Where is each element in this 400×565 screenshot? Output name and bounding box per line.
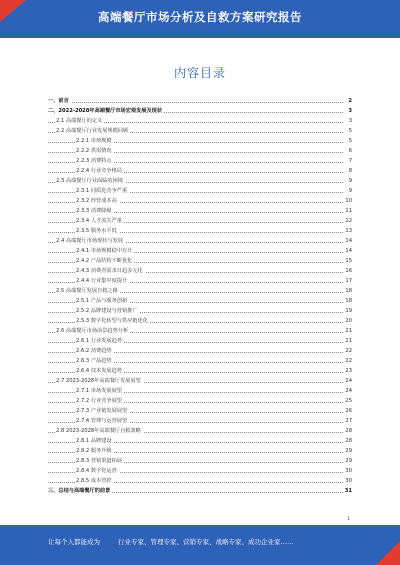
- toc-entry-page: 3: [343, 106, 352, 116]
- toc-entry[interactable]: [48, 296, 352, 306]
- toc-entry-page: 21: [343, 326, 352, 336]
- toc-entry[interactable]: [48, 446, 352, 456]
- toc-entry[interactable]: [48, 146, 352, 156]
- toc-entry-title: 2.2.2 供需情况: [76, 148, 112, 154]
- toc-entry-title: 2.5.3 数字化转型与供应链优化: [76, 318, 148, 324]
- toc-entry-page: 28: [343, 436, 352, 446]
- toc-entry-title: 2.8.1 品牌建设: [76, 438, 112, 444]
- toc-entry[interactable]: [48, 106, 352, 116]
- toc-entry[interactable]: [48, 186, 352, 196]
- toc-entry-title: 2.7.3 产业链发展展望: [76, 408, 128, 414]
- toc-entry-page: 8: [343, 166, 352, 176]
- toc-entry[interactable]: [48, 366, 352, 376]
- toc-entry-page: 28: [343, 426, 352, 436]
- toc-entry-title: 2.5.2 品牌建设与营销推广: [76, 308, 138, 314]
- toc-entry-title: 2.8.5 成本管控: [76, 478, 112, 484]
- toc-entry[interactable]: [48, 386, 352, 396]
- footer-bar: [0, 525, 400, 565]
- toc-entry-title: 2.4.2 产品结构不断优化: [76, 258, 133, 264]
- toc-entry-title: 2.4.3 消费者需求日趋多元化: [76, 268, 143, 274]
- toc-entry-title: 2.6.1 行业发展趋势: [76, 338, 122, 344]
- toc-entry[interactable]: [48, 196, 352, 206]
- toc-entry[interactable]: [48, 176, 352, 186]
- toc-entry[interactable]: [48, 126, 352, 136]
- toc-entry-page: 5: [343, 136, 352, 146]
- toc-entry-title: 2.2.1 市场规模: [76, 138, 112, 144]
- toc-entry-page: 7: [343, 156, 352, 166]
- toc-entry[interactable]: [48, 166, 352, 176]
- toc-entry[interactable]: [48, 316, 352, 326]
- toc-entry-title: 2.8 2023-2028年高端餐厅自救策略: [56, 428, 141, 434]
- toc-entry[interactable]: [48, 376, 352, 386]
- toc-entry-title: 2.3.4 人才流失严重: [76, 218, 122, 224]
- toc-entry-page: 30: [343, 476, 352, 486]
- toc-entry[interactable]: [48, 476, 352, 486]
- toc-entry[interactable]: [48, 96, 352, 106]
- toc-entry-title: 2.6.3 产品趋势: [76, 358, 112, 364]
- toc-entry[interactable]: [48, 416, 352, 426]
- toc-entry-page: 15: [343, 256, 352, 266]
- toc-entry-page: 2: [343, 96, 352, 106]
- report-title: 高端餐厅市场分析及自救方案研究报告: [98, 10, 302, 24]
- toc-entry[interactable]: [48, 426, 352, 436]
- toc-entry-page: 5: [343, 126, 352, 136]
- toc-entry-title: 2.6.2 消费趋势: [76, 348, 112, 354]
- toc-dot-leader: [48, 102, 343, 103]
- toc-entry-title: 2.3.1 同质化竞争严重: [76, 188, 128, 194]
- toc-entry-page: 24: [343, 376, 352, 386]
- toc-entry-page: 30: [343, 466, 352, 476]
- toc-entry[interactable]: [48, 486, 352, 496]
- toc-entry-title: 2.4.4 行业集中度提升: [76, 278, 128, 284]
- toc-heading: 内容目录: [173, 66, 226, 80]
- toc-entry[interactable]: [48, 256, 352, 266]
- toc-entry-title: 2.4.1 市场规模稳中有升: [76, 248, 133, 254]
- toc-entry-title: 三、总结与高端餐厅的前景: [48, 488, 111, 494]
- toc-entry-page: 17: [343, 276, 352, 286]
- toc-entry-title: 2.7.2 行业竞争展望: [76, 398, 122, 404]
- toc-entry-page: 18: [343, 296, 352, 306]
- toc-entry[interactable]: [48, 466, 352, 476]
- toc-entry[interactable]: [48, 326, 352, 336]
- toc-entry-title: 2.5.1 产品与服务创新: [76, 298, 128, 304]
- toc-entry-page: 25: [343, 396, 352, 406]
- toc-entry-page: 14: [343, 236, 352, 246]
- footer-corner-accent: [376, 541, 400, 565]
- toc-entry-page: 27: [343, 416, 352, 426]
- header-bar: [0, 0, 400, 38]
- footer-tagline: 行业专家、管理专家、营销专家、战略专家、成功企业家……: [118, 538, 294, 546]
- toc-entry-title: 2.7.1 市场发展展望: [76, 388, 122, 394]
- toc-entry-page: 18: [343, 286, 352, 296]
- toc-entry[interactable]: [48, 206, 352, 216]
- toc-entry[interactable]: [48, 276, 352, 286]
- toc-entry[interactable]: [48, 236, 352, 246]
- toc-entry[interactable]: [48, 456, 352, 466]
- toc-entry[interactable]: [48, 396, 352, 406]
- toc-entry[interactable]: [48, 406, 352, 416]
- toc-entry[interactable]: [48, 226, 352, 236]
- toc-entry-page: 10: [343, 196, 352, 206]
- toc-entry-page: 11: [343, 206, 352, 216]
- toc-entry-page: 12: [343, 216, 352, 226]
- toc-entry-page: 16: [343, 266, 352, 276]
- toc-entry[interactable]: [48, 346, 352, 356]
- toc-entry[interactable]: [48, 216, 352, 226]
- toc-entry[interactable]: [48, 286, 352, 296]
- toc-entry-title: 2.8.4 数字化运营: [76, 468, 117, 474]
- toc-entry-title: 2.5 高端餐厅发展自救之路: [56, 288, 118, 294]
- toc-entry-page: 24: [343, 386, 352, 396]
- toc-entry-title: 2.7 2023-2028年高端餐厅发展展望: [56, 378, 141, 384]
- toc-entry-title: 2.3.2 经营成本高: [76, 198, 117, 204]
- toc-entry-page: 20: [343, 316, 352, 326]
- toc-entry-title: 2.3.5 服务水平低: [76, 228, 117, 234]
- toc-entry-title: 2.2.4 行业竞争格局: [76, 168, 122, 174]
- toc-entry-page: 3: [343, 116, 352, 126]
- toc-entry-title: 二、2022-2028年高端餐厅市场宏观发展及现状: [48, 108, 163, 114]
- toc-entry[interactable]: [48, 266, 352, 276]
- toc-entry-title: 2.2.3 消费特点: [76, 158, 112, 164]
- footer-lead-text: 让每个人都能成为: [48, 538, 100, 546]
- toc-entry-page: 26: [343, 406, 352, 416]
- toc-entry-title: 2.8.2 服务升级: [76, 448, 112, 454]
- toc-entry[interactable]: [48, 436, 352, 446]
- toc-entry-title: 2.3 高端餐厅行业面临的困境: [56, 178, 123, 184]
- toc-entry-title: 2.6 高端餐厅市场前景趋势分析: [56, 328, 129, 334]
- toc-entry[interactable]: [48, 136, 352, 146]
- toc-entry[interactable]: [48, 116, 352, 126]
- toc-entry-title: 2.6.4 技术发展趋势: [76, 368, 122, 374]
- page-number: 1: [347, 516, 351, 522]
- toc-entry-title: 2.3.3 消费降级: [76, 208, 112, 214]
- toc-entry[interactable]: [48, 306, 352, 316]
- toc-entry[interactable]: [48, 336, 352, 346]
- toc-entry-page: 9: [343, 176, 352, 186]
- toc-entry-page: 22: [343, 356, 352, 366]
- toc-entry-page: 31: [344, 488, 352, 494]
- toc-entry-title: 2.7.4 管理与运营展望: [76, 418, 128, 424]
- toc-entry-page: 19: [343, 306, 352, 316]
- toc-entry-title: 2.2 高端餐厅行业发展规模回顾: [56, 128, 129, 134]
- toc-entry[interactable]: [48, 246, 352, 256]
- toc-entry-page: 21: [343, 336, 352, 346]
- toc-entry-title: 2.1 高端餐厅的定义: [56, 118, 103, 124]
- toc-entry-page: 9: [343, 186, 352, 196]
- toc-entry-page: 6: [343, 146, 352, 156]
- toc-entry-page: 29: [343, 456, 352, 466]
- toc-entry-title: 2.4 高端餐厅市场现状与发展: [56, 238, 123, 244]
- toc-entry-title: 2.8.3 营销渠道拓展: [76, 458, 122, 464]
- toc-entry-page: 13: [343, 226, 352, 236]
- toc-entry-title: 一、前言: [48, 98, 69, 104]
- toc-entry-page: 22: [343, 346, 352, 356]
- toc-entry-page: 29: [343, 446, 352, 456]
- toc-entry[interactable]: [48, 156, 352, 166]
- toc-entry[interactable]: [48, 356, 352, 366]
- toc-entry-page: 14: [343, 246, 352, 256]
- toc-entry-page: 23: [343, 366, 352, 376]
